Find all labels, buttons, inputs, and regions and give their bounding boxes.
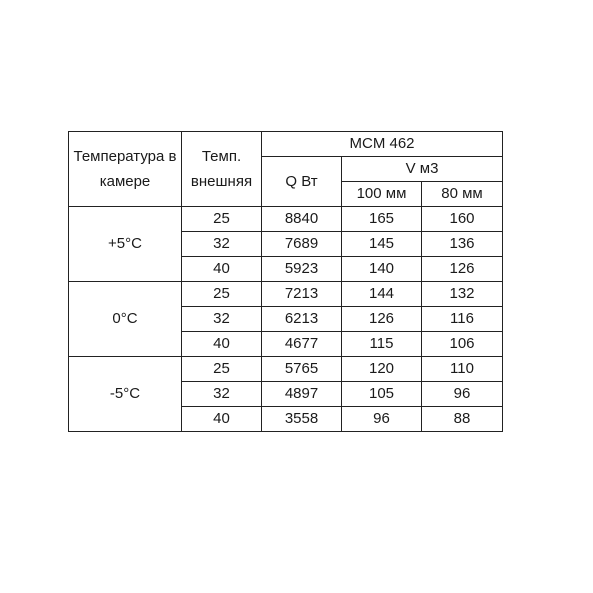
v80-cell: 136 — [422, 232, 503, 257]
outside-temp-cell: 40 — [182, 407, 262, 432]
q-power-cell: 7689 — [262, 232, 342, 257]
v100-cell: 140 — [342, 257, 422, 282]
outside-temp-cell: 25 — [182, 357, 262, 382]
header-chamber-temp: Температура в камере — [69, 132, 182, 207]
header-model: MCM 462 — [262, 132, 503, 157]
header-q-power: Q Вт — [262, 157, 342, 207]
q-power-cell: 7213 — [262, 282, 342, 307]
v100-cell: 165 — [342, 207, 422, 232]
outside-temp-cell: 32 — [182, 382, 262, 407]
table-row — [69, 282, 503, 307]
v100-cell: 120 — [342, 357, 422, 382]
table-row — [69, 357, 503, 382]
performance-table — [68, 131, 503, 432]
header-col-80mm: 80 мм — [422, 182, 503, 207]
chamber-temp-cell: +5°C — [69, 207, 182, 282]
outside-temp-cell: 25 — [182, 207, 262, 232]
v80-cell: 160 — [422, 207, 503, 232]
v80-cell: 110 — [422, 357, 503, 382]
v100-cell: 96 — [342, 407, 422, 432]
header-outside-temp: Темп. внешняя — [182, 132, 262, 207]
header-v-volume: V м3 — [342, 157, 503, 182]
v100-cell: 115 — [342, 332, 422, 357]
v80-cell: 132 — [422, 282, 503, 307]
v100-cell: 105 — [342, 382, 422, 407]
chamber-temp-cell: -5°C — [69, 357, 182, 432]
outside-temp-cell: 40 — [182, 257, 262, 282]
v80-cell: 96 — [422, 382, 503, 407]
q-power-cell: 3558 — [262, 407, 342, 432]
v80-cell: 88 — [422, 407, 503, 432]
table-row — [69, 207, 503, 232]
q-power-cell: 4677 — [262, 332, 342, 357]
q-power-cell: 8840 — [262, 207, 342, 232]
q-power-cell: 5923 — [262, 257, 342, 282]
q-power-cell: 6213 — [262, 307, 342, 332]
chamber-temp-cell: 0°C — [69, 282, 182, 357]
outside-temp-cell: 32 — [182, 307, 262, 332]
v80-cell: 126 — [422, 257, 503, 282]
q-power-cell: 5765 — [262, 357, 342, 382]
v100-cell: 126 — [342, 307, 422, 332]
outside-temp-cell: 32 — [182, 232, 262, 257]
outside-temp-cell: 40 — [182, 332, 262, 357]
outside-temp-cell: 25 — [182, 282, 262, 307]
v100-cell: 144 — [342, 282, 422, 307]
v80-cell: 106 — [422, 332, 503, 357]
header-col-100mm: 100 мм — [342, 182, 422, 207]
v80-cell: 116 — [422, 307, 503, 332]
v100-cell: 145 — [342, 232, 422, 257]
q-power-cell: 4897 — [262, 382, 342, 407]
